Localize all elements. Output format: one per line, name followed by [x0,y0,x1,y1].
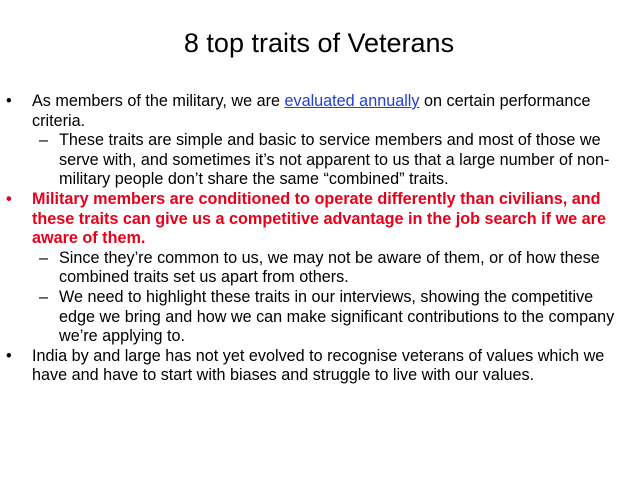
sub-bullet-text: We need to highlight these traits in our interviews, showing the competitive edge we bring and how we can make significant contributions to the company we’re applying to. [59,287,615,346]
bullet-competitive-advantage [0,190,638,249]
bullet-icon: • [6,346,12,365]
slide-body [0,92,638,386]
bullet-evaluation [0,92,638,131]
dash-icon: – [39,287,49,306]
sub-bullet-not-aware [0,249,638,288]
dash-icon: – [39,248,49,267]
sub-bullet-simple-traits [0,131,638,190]
bullet-icon: • [6,189,12,208]
bullet-text-continued: on certain performance criteria. [32,92,591,130]
sub-bullet-highlight-traits [0,288,638,347]
sub-bullet-text: Since they’re common to us, we may not be aware of them, or of how these combined traits set us apart from others. [59,248,600,287]
bullet-icon: • [6,92,12,110]
dash-icon: – [39,131,49,150]
bullet-text: As members of the military, we are [32,92,285,110]
bullet-india-veterans [0,347,638,386]
evaluated-annually-link[interactable]: evaluated annually [284,92,420,110]
sub-bullet-text: These traits are simple and basic to service members and most of those we serve with, and sometimes it’s not apparent to us that a large number of non-military people don’t share the same “combined” traits. [59,131,610,189]
slide-title: 8 top traits of Veterans [183,28,455,58]
bullet-text: Military members are conditioned to operate differently than civilians, and these traits can give us a competitive advantage in the job search if we are aware of them. [32,189,606,248]
bullet-text: India by and large has not yet evolved to recognise veterans of values which we have and have to start with biases and struggle to live with our values. [32,346,605,385]
